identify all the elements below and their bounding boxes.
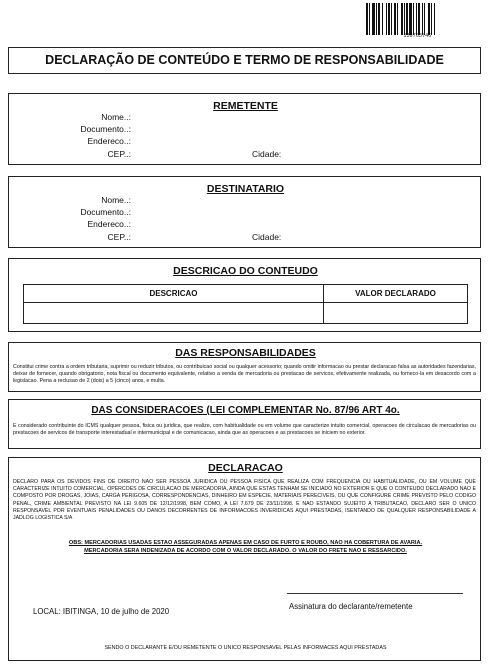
declaracao-heading: DECLARACAO xyxy=(208,462,283,474)
descricao-cell[interactable] xyxy=(24,303,324,324)
destinatario-endereco-label: Endereco..: xyxy=(87,219,131,229)
conteudo-section xyxy=(8,258,481,332)
valor-cell[interactable] xyxy=(324,303,468,324)
remetente-section xyxy=(8,93,481,165)
declaracao-text: DECLARO PARA OS DEVIDOS FINS DE DIREITO NAO SER PESSOA JURIDICA OU PESSOA FISICA QUE REALIZA COM FREQUENCIA OU HABITUALIDADE, OU EM VOLUME QUE CARACTERIZE INTUITO COMERCIAL, OPERCOES DE CIRCULACAO DE MERCADORIA, AINDA QUE ESTAS TENHAM SE INICIADO NO EXTERIOR E QUE O CONTEUDO DECLARADO NAO E COMPOSTO POR DROGAS, JOIAS, CARGA PERIGOSA, CORRESPONDENCIAS, DINHEIRO EM ESPECIE, MATERIAIS PERECIVEIS, OU QUE CONFIGURE CRIME PREVISTO PELO CODIGO PENAL, CRIME AMBIENTAL PREVISTO NA LEI 9.605 DE 12/12/1998, BEM COMO, A LEI 7.679 DE 23/11/1998. E NAO ESTANDO SUJEITO A TRIBUTACAO, DECLARO SER O UNICO RESPONSAVEL POR EVENTUAIS PENALIDADES OU DANOS DECORRENTES DE INFORMACOES INVERIDICAS AQUI PRESTADAS, ISENTANDO DE QUALQUER RESPONSABILIDADE A JADLOG LOGISTICA S/A xyxy=(13,479,476,522)
col-valor-header: VALOR DECLARADO xyxy=(324,285,468,303)
responsabilidades-heading: DAS RESPONSABILIDADES xyxy=(175,347,316,359)
remetente-nome-label: Nome..: xyxy=(101,112,131,122)
barcode xyxy=(366,3,469,35)
remetente-endereco-label: Endereco..: xyxy=(87,136,131,146)
obs-line-1: OBS: MERCADORIAS USADAS ESTAO ASSEGURADAS APENAS EM CASO DE FURTO E ROUBO, NAO HA COBERTURA DE AVARIA. xyxy=(68,540,423,546)
destinatario-cidade-label: Cidade: xyxy=(252,232,282,242)
conteudo-table xyxy=(23,284,468,324)
destinatario-section xyxy=(8,176,481,248)
destinatario-documento-label: Documento..: xyxy=(80,207,131,217)
signature-label: Assinatura do declarante/remetente xyxy=(289,602,413,611)
responsabilidades-section xyxy=(8,342,481,392)
remetente-cidade-label: Cidade: xyxy=(252,149,282,159)
declaracao-section xyxy=(8,457,481,661)
responsabilidades-text: Constitui crime contra a ordem tributaria, suprimir ou reduzir tributos, ou contribuicao social ou qualquer acessorio; quando omitir informacao ou prestar declaracao falsa as autoridades fazendarias, deixar de fornecer, quando obrigatorio, nota fiscal ou documento equivalente, relativo a venda de mercadoria ou prestacao de servicos, efetivamente realizada, ou forneco-la em desacordo com a legislacao. Pena a reclusao de 2 (dois) a 5 (cinco) anos, e multa. xyxy=(13,364,476,384)
barcode-bar xyxy=(435,3,436,35)
signature-line xyxy=(287,593,463,594)
conteudo-heading: DESCRICAO DO CONTEUDO xyxy=(173,265,318,277)
remetente-documento-label: Documento..: xyxy=(80,124,131,134)
destinatario-nome-label: Nome..: xyxy=(101,195,131,205)
destinatario-heading: DESTINATARIO xyxy=(206,183,285,195)
consideracoes-section xyxy=(8,399,481,449)
title-box xyxy=(8,47,481,74)
remetente-heading: REMETENTE xyxy=(213,100,278,112)
barcode-number: 139763746 xyxy=(403,33,432,39)
destinatario-cep-label: CEP..: xyxy=(107,232,131,242)
obs-line-2: MERCADORIA SERA INDENIZADA DE ACORDO COM O VALOR DECLARADO. O VALOR DO FRETE NAO E RESSARCIDO. xyxy=(84,548,407,554)
local-date: LOCAL: IBITINGA, 10 de julho de 2020 xyxy=(33,607,170,616)
page-title: DECLARAÇÃO DE CONTEÚDO E TERMO DE RESPONSABILIDADE xyxy=(45,53,444,67)
col-descricao-header: DESCRICAO xyxy=(24,285,324,303)
consideracoes-heading: DAS CONSIDERACOES (LEI COMPLEMENTAR No. 87/96 ART 4o. xyxy=(91,405,400,416)
consideracoes-text: E considerado contribuinte do ICMS qualquer pessoa, fisica ou juridica, que realize, com habitualidade ou em volume que caracterize intuito comercial, operacoes de circulacao de mercadorias ou prestacoes de servicos de transporte interestadual e intermunicipal e de comunicacao, ainda que as operacoes e as prestacoes se iniciem no exterior. xyxy=(13,423,476,436)
footer-text: SENDO O DECLARANTE E/OU REMETENTE O UNICO RESPONSAVEL PELAS INFORMACES AQUI PRESTADAS xyxy=(104,645,387,651)
remetente-cep-label: CEP..: xyxy=(107,149,131,159)
